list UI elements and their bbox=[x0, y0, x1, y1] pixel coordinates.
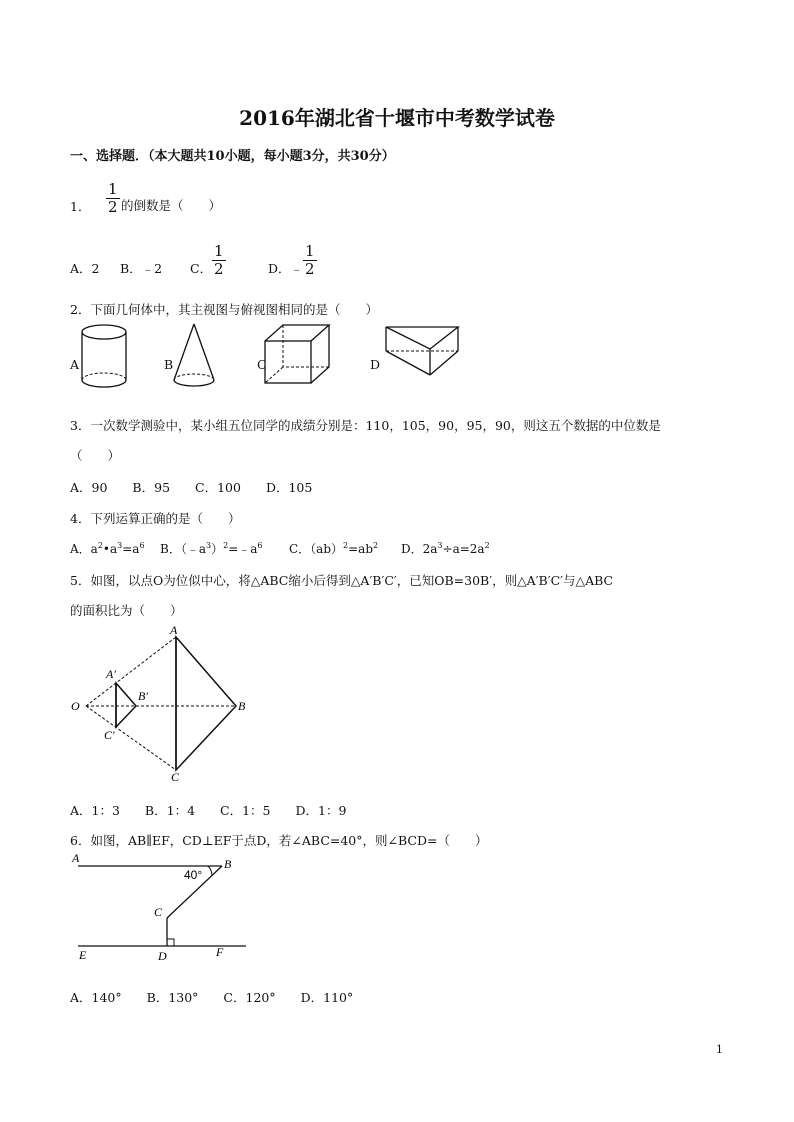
q4-a-part2: •a bbox=[102, 542, 118, 556]
q4-a-exp1: 2 bbox=[97, 541, 103, 550]
q4-b-part: B．（﹣a bbox=[160, 542, 206, 556]
q6-label-d: D bbox=[158, 949, 167, 963]
q4-d-part2: ÷a=2a bbox=[442, 542, 485, 556]
q1-option-d-fraction bbox=[303, 244, 317, 277]
q1-option-c-fraction bbox=[212, 244, 226, 277]
page-title: 2016年湖北省十堰市中考数学试卷 bbox=[239, 106, 555, 130]
q4-c-exp2: 2 bbox=[373, 541, 379, 550]
q6-label-c: C bbox=[154, 905, 163, 919]
triangular-prism-figure bbox=[382, 323, 462, 379]
q6-label-b: B bbox=[224, 857, 232, 871]
q6-angle-label: 40° bbox=[184, 868, 203, 882]
q1-option-a: A．2 bbox=[70, 261, 100, 276]
q1-option-c-denominator: 2 bbox=[214, 260, 224, 278]
q2-label-d: D bbox=[370, 357, 381, 372]
q4-c-exp1: 2 bbox=[343, 541, 349, 550]
q3-options: A．90 B．95 C．100 D．105 bbox=[70, 480, 313, 495]
q4-stem: 4．下列运算正确的是（ ） bbox=[70, 511, 241, 526]
q4-b-exp1: 3 bbox=[205, 541, 212, 550]
q2-label-a: A bbox=[70, 357, 80, 372]
cone-figure bbox=[170, 322, 218, 390]
q2-label-c: C bbox=[257, 357, 267, 372]
q4-d-exp1: 3 bbox=[437, 541, 443, 550]
q6-label-a: A bbox=[72, 851, 80, 865]
q4-b-exp2: 2 bbox=[223, 541, 229, 550]
q5-stem-line1: 5．如图，以点O为位似中心，将△ABC缩小后得到△A′B′C′，已知OB=30B′，则△A′B′C′与△ABC bbox=[70, 573, 614, 588]
q5-label-b-prime: B′ bbox=[138, 689, 148, 703]
q1-fraction bbox=[106, 182, 120, 215]
q4-b-exp3: 6 bbox=[257, 541, 263, 550]
q4-d-exp2: 2 bbox=[484, 541, 490, 550]
q4-option-b bbox=[160, 540, 263, 557]
cylinder-figure bbox=[78, 320, 130, 392]
q6-label-f: F bbox=[216, 945, 224, 959]
q3-stem: 3．一次数学测验中，某小组五位同学的成绩分别是：110，105，90，95，90，则这五个数据的中位数是 bbox=[70, 418, 661, 433]
q1-option-d-numerator: 1 bbox=[305, 242, 315, 260]
similar-triangles-figure bbox=[68, 620, 258, 785]
q5-label-c: C bbox=[171, 770, 180, 784]
cube-figure bbox=[263, 323, 333, 387]
q6-options: A．140° B．130° C．120° D．110° bbox=[70, 990, 354, 1005]
q1-option-c: C． bbox=[190, 261, 213, 276]
q4-option-d bbox=[401, 540, 490, 557]
q4-c-part2: =ab bbox=[348, 542, 374, 556]
q4-a-part: A．a bbox=[70, 542, 98, 556]
page-number: 1 bbox=[716, 1043, 723, 1056]
q4-a-exp2: 3 bbox=[117, 541, 123, 550]
q1-option-d-denominator: 2 bbox=[305, 260, 315, 278]
q1-option-d: D．﹣ bbox=[268, 261, 304, 276]
q5-label-o: O bbox=[71, 699, 80, 713]
q4-a-part3: =a bbox=[122, 542, 140, 556]
q5-label-a: A bbox=[170, 623, 178, 637]
q4-option-c bbox=[289, 540, 378, 557]
q5-label-b: B bbox=[238, 699, 246, 713]
q4-b-part3: =﹣a bbox=[228, 542, 258, 556]
q1-option-c-numerator: 1 bbox=[214, 242, 224, 260]
q4-b-part2: ） bbox=[211, 542, 224, 556]
section-heading: 一、选择题．（本大题共10小题，每小题3分，共30分） bbox=[70, 149, 395, 164]
q5-label-a-prime: A′ bbox=[106, 667, 116, 681]
q6-label-e: E bbox=[79, 948, 87, 962]
q2-label-b: B bbox=[164, 357, 174, 372]
q5-stem-line2: 的面积比为（ ） bbox=[70, 603, 183, 618]
q5-label-c-prime: C′ bbox=[104, 728, 115, 742]
q4-c-part: C．（ab） bbox=[289, 542, 344, 556]
q6-stem: 6．如图，AB∥EF，CD⊥EF于点D，若∠ABC=40°，则∠BCD=（ ） bbox=[70, 833, 488, 848]
q4-d-part: D．2a bbox=[401, 542, 438, 556]
parallel-lines-figure bbox=[70, 850, 260, 968]
q4-a-exp3: 6 bbox=[139, 541, 145, 550]
q1-fraction-denominator: 2 bbox=[108, 198, 118, 216]
q1-stem: 的倒数是（ ） bbox=[121, 198, 222, 213]
q5-options: A．1：3 B．1：4 C．1：5 D．1：9 bbox=[70, 803, 347, 818]
q1-fraction-numerator: 1 bbox=[108, 180, 118, 198]
q3-answer-paren: （ ） bbox=[70, 448, 121, 463]
q4-option-a bbox=[70, 540, 145, 557]
q1-number: 1． bbox=[70, 199, 91, 214]
q2-stem: 2．下面几何体中，其主视图与俯视图相同的是（ ） bbox=[70, 302, 378, 317]
q1-option-b: B．﹣2 bbox=[120, 261, 163, 276]
